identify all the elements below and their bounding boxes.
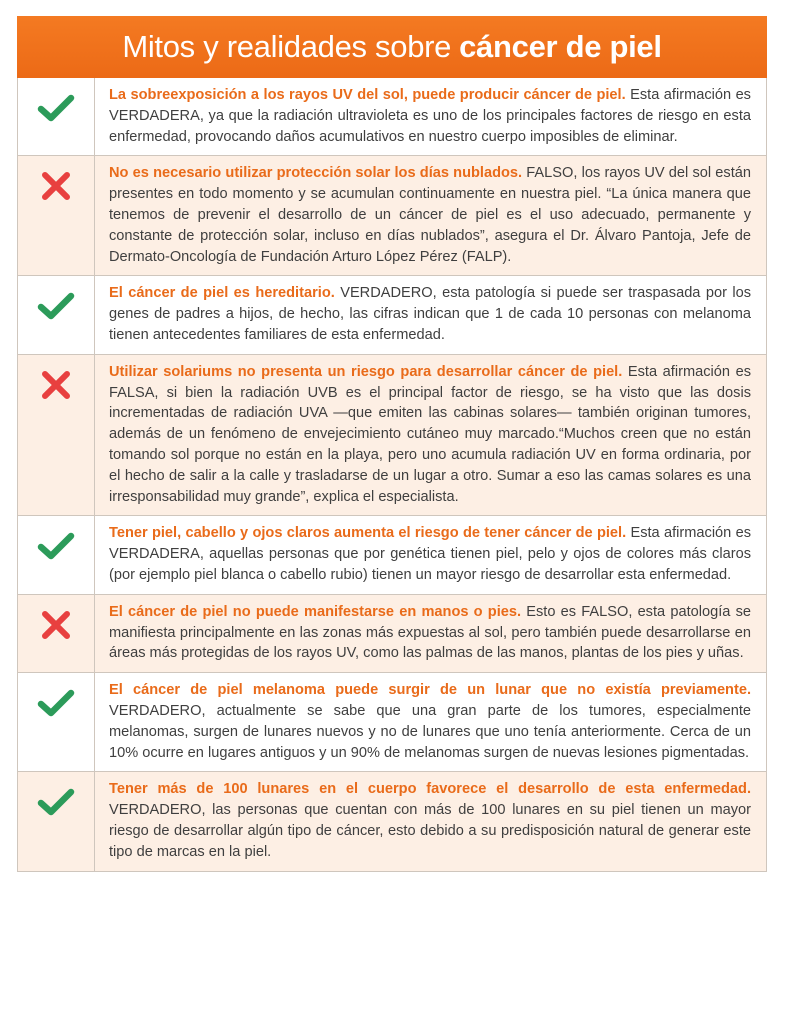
check-icon (37, 290, 75, 353)
check-icon (37, 687, 75, 771)
table-row (18, 78, 766, 156)
statement-body: Esto es FALSO, esta patología se manifiesta principalmente en las zonas más expuestas al sol, pero también puede desarrollarse en áreas más protegidas de los rayos UV, como las palmas de las manos, plantas de los pies y uñas. (109, 603, 751, 662)
statement-body: Esta afirmación es VERDADERA, ya que la radiación ultravioleta es uno de los principales factores de riesgo en esta enfermedad, provocando daños acumulativos en nuestro cuerpo imposibles de eliminar. (109, 87, 751, 145)
statement-cell (95, 78, 766, 155)
table-row (18, 156, 766, 276)
verdict-cell (18, 276, 95, 353)
statement-headline: El cáncer de piel es hereditario. (109, 285, 335, 302)
verdict-cell (18, 772, 95, 870)
statement-cell (95, 595, 766, 672)
statement-body: Esta afirmación es VERDADERA, aquellas personas que por genética tienen piel, pelo y ojos de colores más claros (por ejemplo piel blanca o cabello rubio) tienen un mayor riesgo de desarrollar esta enfermedad. (109, 525, 752, 583)
table-row (18, 595, 766, 673)
title-regular-part: Mitos y realidades sobre (122, 29, 452, 64)
statement-body: FALSO, los rayos UV del sol están presentes en todo momento y se acumulan continuamente en nuestra piel. “La única manera que tenemos de prevenir el desarrollo de un cáncer de piel es el uso adecuado, permanente y constante de protección solar, incluso en días nublados”, asegura el Dr. Álvaro Pantoja, Jefe de Dermato-Oncología de Fundación Arturo López Pérez (FALP). (109, 165, 752, 265)
page-title (17, 16, 767, 78)
statement-cell (95, 276, 766, 353)
verdict-cell (18, 355, 95, 516)
statement-cell (95, 772, 766, 870)
table-row (18, 516, 766, 594)
statement-headline: El cáncer de piel melanoma puede surgir de un lunar que no existía previamente. (109, 682, 751, 699)
statement-body: Esta afirmación es FALSA, si bien la radiación UVB es el principal factor de riesgo, se ha visto que las dosis incrementadas de radiación UVA —que emiten las cabinas solares— también originan tumores, además de un fenómeno de envejecimiento cutáneo muy marcado.“Muchos creen que no están tomando sol porque no están en la playa, pero uno acumula radiación UV en forma ordinaria, por el hecho de salir a la calle y trasladarse de un lugar a otro. Sumar a eso las camas solares es una irresponsabilidad muy grande”, explica el especialista. (109, 363, 751, 505)
verdict-cell (18, 595, 95, 672)
table-row (18, 355, 766, 517)
statement-cell (95, 516, 766, 593)
infographic (17, 16, 767, 872)
check-icon (37, 92, 75, 155)
verdict-cell (18, 78, 95, 155)
statement-headline: Tener más de 100 lunares en el cuerpo favorece el desarrollo de esta enfermedad. (109, 781, 751, 798)
statement-cell (95, 673, 766, 771)
title-bold-part: cáncer de piel (459, 29, 662, 64)
table-row (18, 673, 766, 772)
verdict-cell (18, 673, 95, 771)
table-row (18, 772, 766, 871)
cross-icon (37, 170, 75, 275)
statement-headline: La sobreexposición a los rayos UV del sol, puede producir cáncer de piel. (109, 87, 626, 103)
statement-headline: El cáncer de piel no puede manifestarse en manos o pies. (109, 603, 522, 620)
cross-icon (37, 609, 75, 672)
verdict-cell (18, 516, 95, 593)
statement-cell (95, 355, 766, 516)
statement-headline: Utilizar solariums no presenta un riesgo para desarrollar cáncer de piel. (109, 363, 623, 380)
verdict-cell (18, 156, 95, 275)
cross-icon (37, 369, 75, 516)
statement-headline: No es necesario utilizar protección solar los días nublados. (109, 165, 523, 182)
statement-body: VERDADERO, las personas que cuentan con más de 100 lunares en su piel tienen un mayor riesgo de desarrollar algún tipo de cáncer, esto debido a su predisposición natural de generar este tipo de marcas en la piel. (109, 802, 751, 860)
statement-body: VERDADERO, esta patología si puede ser traspasada por los genes de padres a hijos, de hecho, las cifras indican que 1 de cada 10 personas con melanoma tienen antecedentes familiares de esta enfermedad. (109, 285, 752, 343)
myths-table (17, 78, 767, 872)
statement-cell (95, 156, 766, 275)
statement-body: VERDADERO, actualmente se sabe que una gran parte de los tumores, especialmente melanomas, surgen de lunares nuevos y no de lunares que uno tenía anteriormente. Cerca de un 10% ocurre en lugares antiguos y un 90% de melanomas surgen de nuevas lesiones pigmentadas. (109, 702, 751, 761)
check-icon (37, 786, 75, 870)
statement-headline: Tener piel, cabello y ojos claros aumenta el riesgo de tener cáncer de piel. (109, 525, 627, 542)
table-row (18, 276, 766, 354)
check-icon (37, 530, 75, 593)
